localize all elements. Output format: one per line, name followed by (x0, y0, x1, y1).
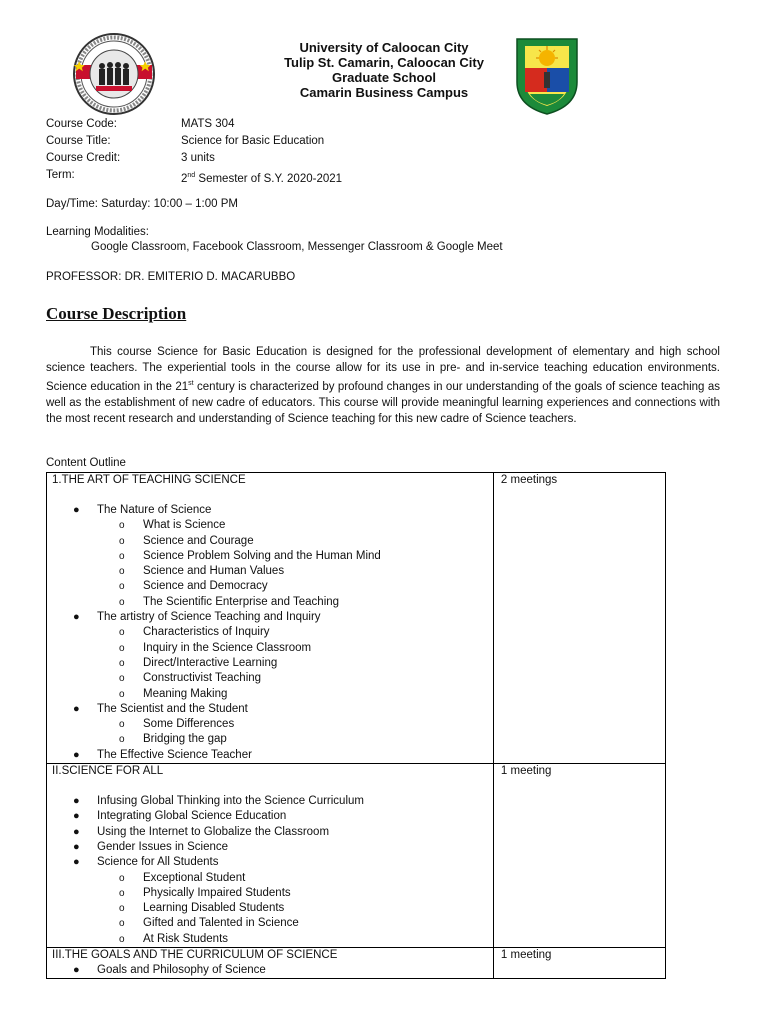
outline-item-text: Characteristics of Inquiry (143, 626, 270, 639)
bullet-circle-icon: o (119, 903, 125, 915)
outline-item-text: Direct/Interactive Learning (143, 656, 278, 669)
outline-section-title: II.SCIENCE FOR ALL (52, 765, 164, 778)
outline-list-item (47, 901, 493, 916)
outline-item-text: The Scientist and the Student (97, 702, 248, 715)
outline-item-text: The Scientific Enterprise and Teaching (143, 595, 340, 608)
bullet-circle-icon: o (119, 918, 125, 930)
outline-item-text: Integrating Global Science Education (97, 810, 287, 823)
course-code-value: MATS 304 (181, 118, 235, 130)
bullet-disc-icon: ● (73, 856, 80, 869)
school-name: Graduate School (331, 70, 437, 85)
outline-list-item (47, 748, 493, 763)
outline-list-item (47, 886, 493, 901)
outline-item-text: Infusing Global Thinking into the Science Curriculum (97, 795, 364, 808)
bullet-circle-icon: o (119, 627, 125, 639)
university-name: University of Caloocan City (299, 40, 469, 55)
outline-item-text: Science and Democracy (143, 580, 268, 593)
outline-meetings-cell (493, 764, 665, 948)
outline-meetings-cell (493, 473, 665, 764)
bullet-disc-icon: ● (73, 748, 80, 761)
outline-list-item (47, 717, 493, 732)
bullet-circle-icon: o (119, 688, 125, 700)
course-term-value: 2nd Semester of S.Y. 2020-2021 (181, 172, 343, 185)
bullet-circle-icon: o (119, 933, 125, 945)
bullet-circle-icon: o (119, 887, 125, 899)
meetings-count: 1 meeting (500, 949, 552, 962)
meetings-count: 2 meetings (500, 474, 558, 486)
learning-modalities-value: Google Classroom, Facebook Classroom, Messenger Classroom & Google Meet (91, 241, 503, 253)
outline-item-text: The Effective Science Teacher (97, 748, 252, 761)
bullet-disc-icon: ● (73, 795, 80, 808)
bullet-disc-icon: ● (73, 702, 80, 715)
outline-topics-cell (47, 473, 494, 764)
bullet-disc-icon: ● (73, 504, 80, 516)
outline-item-text: Gifted and Talented in Science (143, 917, 299, 930)
outline-item-text: Gender Issues in Science (97, 840, 229, 853)
institution-header (230, 40, 538, 100)
outline-item-text: Learning Disabled Students (143, 902, 285, 915)
outline-section-row (47, 948, 666, 979)
outline-list-item (47, 825, 493, 840)
bullet-circle-icon: o (119, 719, 125, 731)
bullet-circle-icon: o (119, 734, 125, 746)
course-description-title: Course Description (46, 304, 187, 323)
outline-item-text: Science for All Students (97, 856, 219, 869)
outline-list-item (47, 579, 493, 594)
outline-list-item (47, 702, 493, 717)
outline-list-item (47, 625, 493, 640)
outline-item-text: Meaning Making (143, 687, 228, 700)
course-term-label: Term: (46, 169, 75, 181)
outline-item-text: What is Science (143, 519, 226, 532)
content-outline-label: Content Outline (46, 457, 126, 469)
bullet-circle-icon: o (119, 673, 125, 685)
outline-list-item (47, 916, 493, 931)
outline-list-item (47, 564, 493, 579)
outline-item-text: Exceptional Student (143, 871, 246, 884)
outline-item-text: Science and Human Values (143, 565, 285, 578)
outline-list-item (47, 671, 493, 686)
bullet-disc-icon: ● (73, 611, 80, 624)
outline-section-row (47, 473, 666, 764)
outline-item-text: Inquiry in the Science Classroom (143, 641, 312, 654)
outline-topics-cell (47, 948, 494, 979)
outline-list-item (47, 732, 493, 747)
bullet-circle-icon: o (119, 642, 125, 654)
course-title-value: Science for Basic Education (181, 135, 325, 147)
campus-name: Camarin Business Campus (299, 85, 469, 100)
outline-list-item (47, 871, 493, 886)
outline-item-text: Constructivist Teaching (143, 672, 262, 685)
outline-item-text: The artistry of Science Teaching and Inquiry (97, 611, 321, 624)
outline-item-text: Science and Courage (143, 534, 254, 547)
bullet-circle-icon: o (119, 581, 125, 593)
outline-list-item (47, 687, 493, 702)
university-seal-logo (72, 32, 156, 116)
outline-list-item (47, 855, 493, 870)
outline-list-item (47, 534, 493, 549)
outline-section-row (47, 764, 666, 948)
outline-list-item (47, 932, 493, 947)
outline-list-item (47, 641, 493, 656)
outline-meetings-cell (493, 948, 665, 979)
outline-list-item (47, 595, 493, 610)
bullet-circle-icon: o (119, 520, 125, 532)
course-title-label: Course Title: (46, 135, 111, 147)
course-description-paragraph: This course Science for Basic Education is designed for the professional development of elementary and high school science teachers. The experiential tools in the course allow for its use in pre- and in-service teaching education environments. Science education in the 21st century is characterized by profound changes in our understanding of the goals of science teaching as well as the establishment of new cadre of educators. This course will provide meaningful learning experiences and connections with the most recent research and understanding of Science teaching for this new cadre of Science teachers. (46, 346, 721, 425)
meetings-count: 1 meeting (500, 765, 552, 778)
outline-list-item (47, 610, 493, 625)
outline-item-text: Using the Internet to Globalize the Classroom (97, 825, 330, 838)
outline-list-item (47, 963, 493, 978)
outline-list-item (47, 794, 493, 809)
bullet-circle-icon: o (119, 657, 125, 669)
content-outline-table (46, 472, 666, 979)
course-code-label: Course Code: (46, 118, 117, 130)
outline-list-item (47, 840, 493, 855)
outline-list-item (47, 656, 493, 671)
outline-item-text: Some Differences (143, 718, 235, 731)
outline-item-text: Bridging the gap (143, 733, 227, 746)
outline-topics-cell (47, 764, 494, 948)
bullet-disc-icon: ● (73, 825, 80, 838)
professor-name: PROFESSOR: DR. EMITERIO D. MACARUBBO (46, 271, 296, 283)
outline-item-text: Physically Impaired Students (143, 886, 291, 899)
outline-item-text: The Nature of Science (97, 504, 212, 516)
course-credit-label: Course Credit: (46, 152, 121, 164)
outline-item-text: Goals and Philosophy of Science (97, 964, 266, 977)
bullet-disc-icon: ● (73, 964, 80, 977)
bullet-circle-icon: o (119, 596, 125, 608)
bullet-circle-icon: o (119, 872, 125, 884)
bullet-circle-icon: o (119, 535, 125, 547)
bullet-circle-icon: o (119, 550, 125, 562)
outline-section-title: III.THE GOALS AND THE CURRICULUM OF SCIENCE (52, 949, 338, 962)
outline-list-item (47, 503, 493, 518)
outline-section-title: 1.THE ART OF TEACHING SCIENCE (52, 474, 246, 486)
bullet-disc-icon: ● (73, 840, 80, 853)
bullet-circle-icon: o (119, 566, 125, 578)
outline-item-text: Science Problem Solving and the Human Mind (143, 549, 381, 562)
outline-list-item (47, 518, 493, 533)
outline-item-text: At Risk Students (143, 932, 229, 945)
outline-list-item (47, 549, 493, 564)
day-time: Day/Time: Saturday: 10:00 – 1:00 PM (46, 198, 238, 210)
university-address: Tulip St. Camarin, Caloocan City (284, 55, 484, 70)
outline-list-item (47, 809, 493, 824)
bullet-disc-icon: ● (73, 810, 80, 823)
course-credit-value: 3 units (181, 152, 215, 164)
learning-modalities-label: Learning Modalities: (46, 226, 149, 238)
